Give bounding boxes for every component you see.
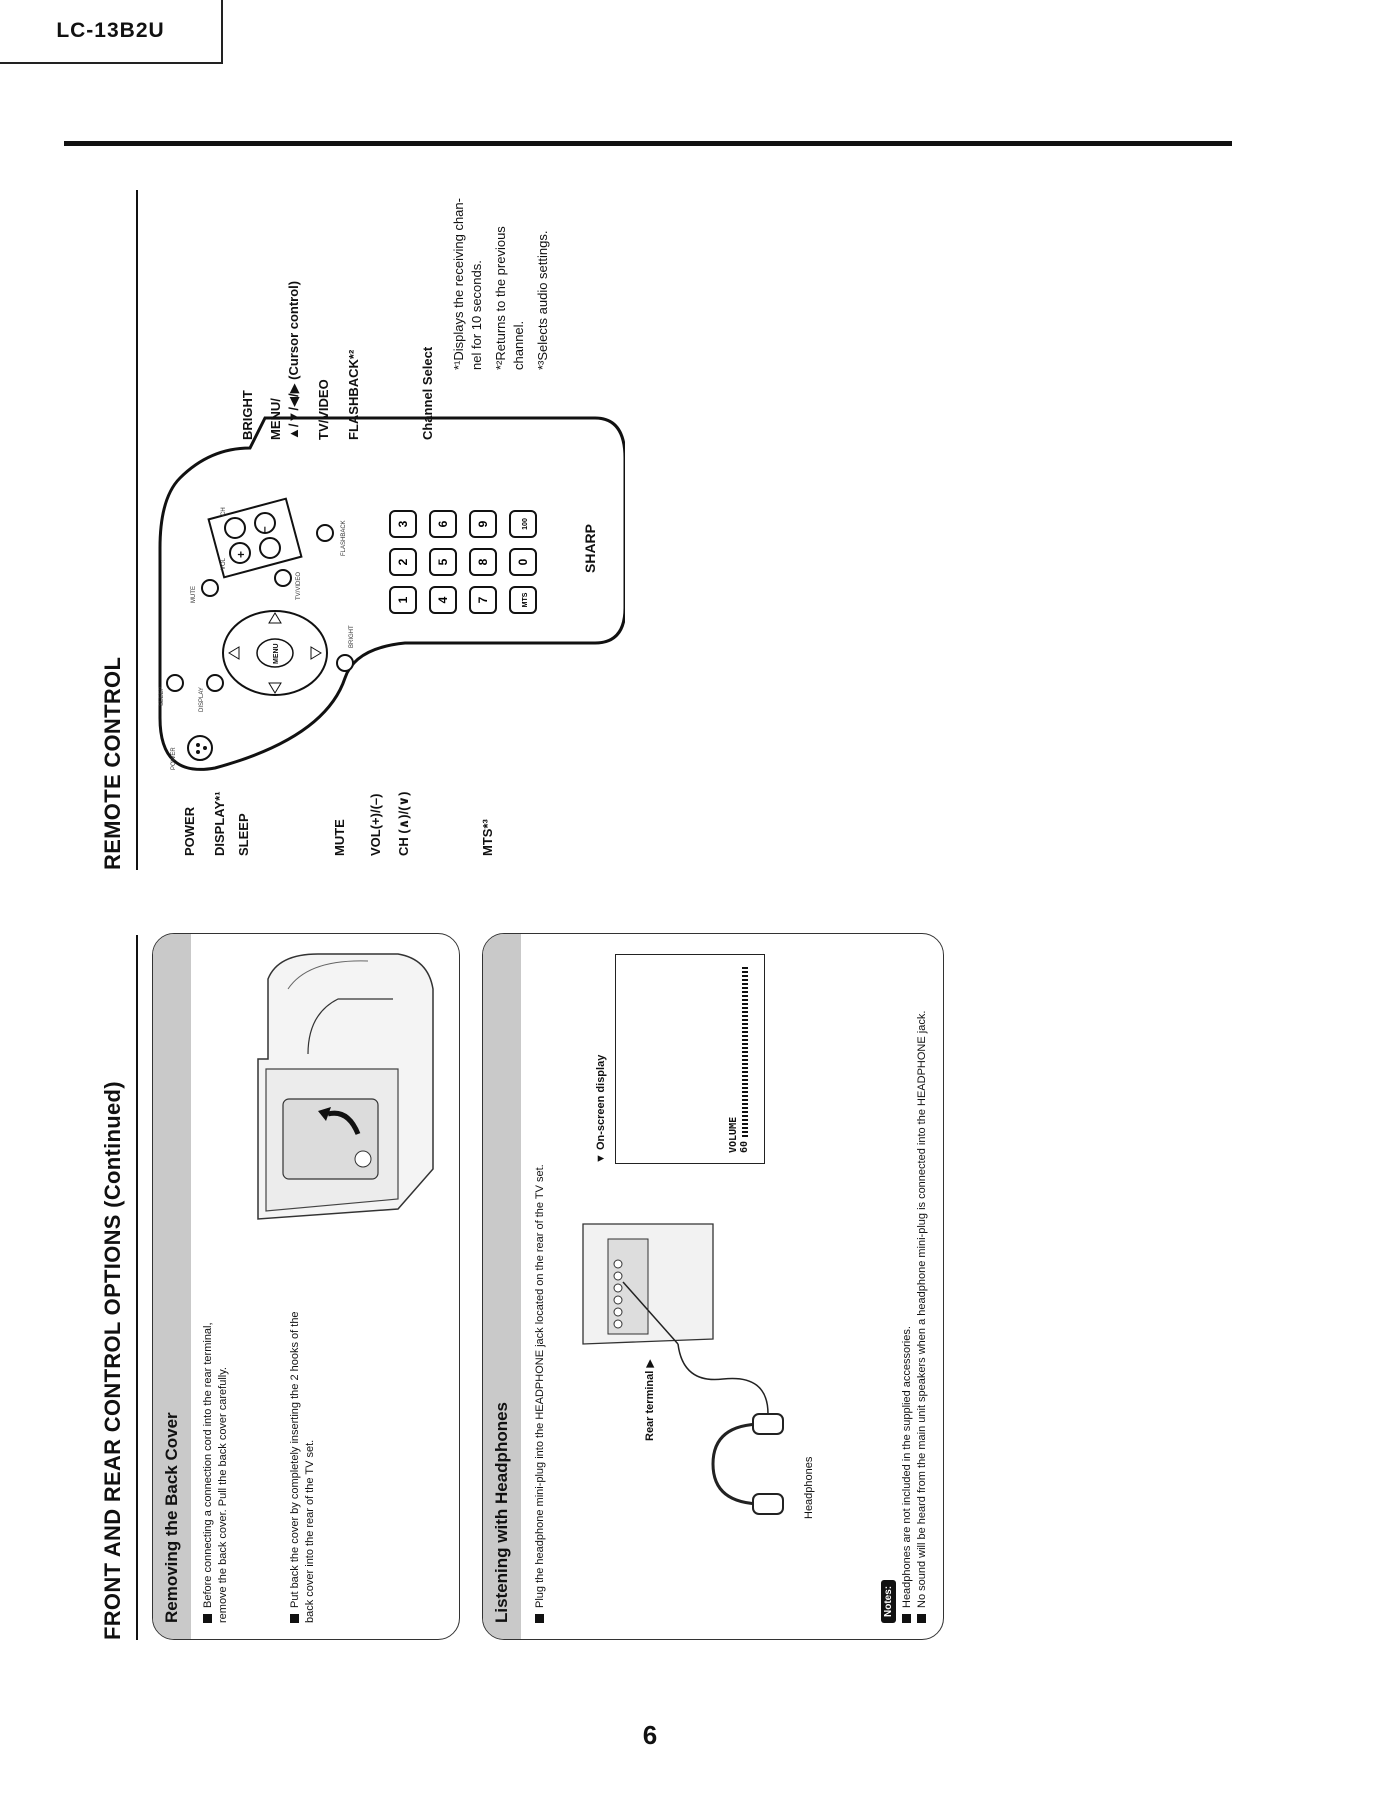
- keypad-label: 4: [436, 596, 450, 604]
- svg-text:CH: CH: [221, 507, 227, 516]
- bullet-square: [535, 1614, 544, 1623]
- headphones-caption: Headphones: [803, 1456, 815, 1519]
- label-ch: CH (∧)/(∨): [396, 791, 411, 856]
- section-title-remote: REMOTE CONTROL: [100, 656, 125, 870]
- svg-text:VOL: VOL: [221, 557, 227, 570]
- keypad-label: 100: [522, 518, 529, 530]
- top-divider: [64, 141, 1232, 146]
- remote-control-illustration: [155, 348, 625, 778]
- label-sleep: SLEEP: [236, 813, 251, 856]
- label-power: POWER: [182, 806, 197, 856]
- footnote-1: *¹Displays the receiving chan-nel for 10 seconds.: [451, 198, 485, 370]
- heading-rule: [136, 190, 138, 870]
- keypad-label: 9: [476, 520, 490, 528]
- headphones-connection-illustration: [563, 1214, 793, 1544]
- osd-screen: [615, 954, 765, 1164]
- front-rear-options-section: [100, 935, 960, 1640]
- keypad-label: 6: [436, 520, 450, 528]
- keypad-label: MTS: [522, 592, 529, 608]
- label-bright: BRIGHT: [240, 390, 255, 440]
- svg-text:POWER: POWER: [171, 747, 177, 770]
- heading-rule: [136, 935, 138, 1640]
- label-cursor: ▲/▼/◀/▶ (Cursor control): [286, 280, 301, 440]
- osd-caption: ▼ On-screen display: [595, 1054, 607, 1164]
- model-number: LC-13B2U: [56, 19, 165, 42]
- back-cover-panel: [152, 933, 460, 1640]
- keypad-label: 8: [476, 558, 490, 566]
- osd-volume-bar: [742, 967, 748, 1137]
- bullet-square: [290, 1614, 299, 1623]
- label-tvvideo: TV/VIDEO: [316, 379, 331, 440]
- footnote-2: *²Returns to the previous channel.: [493, 226, 527, 370]
- osd-volume-label: VOLUME: [728, 1116, 739, 1153]
- svg-text:FLASHBACK: FLASHBACK: [341, 520, 347, 556]
- svg-text:MUTE: MUTE: [191, 586, 197, 603]
- label-channel-select: Channel Select: [420, 346, 435, 440]
- keypad-label: 7: [476, 596, 490, 604]
- svg-text:MENU: MENU: [273, 643, 280, 664]
- label-flashback: FLASHBACK*²: [346, 349, 361, 440]
- power-button-shape: [188, 736, 212, 760]
- label-vol: VOL(+)/(–): [368, 793, 383, 856]
- keypad-label: 5: [436, 558, 450, 566]
- label-mts: MTS*³: [480, 819, 495, 856]
- note-1: Headphones are not included in the supplied accessories.: [901, 943, 915, 1623]
- model-number-box: [0, 0, 223, 64]
- osd-volume-readout: [729, 967, 750, 1153]
- rear-terminal-label: Rear terminal ▶: [644, 1359, 656, 1441]
- headphones-step-1: Plug the headphone mini-plug into the HEADPHONE jack located on the rear of the TV set.: [533, 943, 548, 1623]
- headphones-title: Listening with Headphones: [483, 934, 521, 1639]
- rotated-content: [100, 190, 960, 1640]
- svg-text:+: +: [234, 550, 248, 558]
- label-menu: MENU/: [268, 398, 283, 440]
- keypad-label: 1: [396, 596, 410, 604]
- headphones-panel: [482, 933, 944, 1640]
- remote-control-section: [100, 190, 960, 870]
- keypad-label: 3: [396, 520, 410, 528]
- svg-text:–: –: [257, 526, 271, 533]
- back-cover-illustration: [198, 939, 448, 1229]
- osd-volume-value: 60: [738, 1140, 750, 1153]
- page-number: 6: [642, 1720, 658, 1750]
- bullet-square: [203, 1614, 212, 1623]
- section-title-options: FRONT AND REAR CONTROL OPTIONS (Continued): [100, 1081, 125, 1640]
- svg-text:BRIGHT: BRIGHT: [349, 625, 355, 648]
- svg-text:TV/VIDEO: TV/VIDEO: [296, 571, 302, 600]
- keypad-label: 2: [396, 558, 410, 566]
- svg-text:SHARP: SHARP: [582, 523, 598, 573]
- footnote-3: *³Selects audio settings.: [535, 230, 550, 370]
- label-mute: MUTE: [332, 819, 347, 856]
- back-cover-title: Removing the Back Cover: [153, 934, 191, 1639]
- label-display: DISPLAY*¹: [212, 791, 227, 856]
- back-cover-step-1: Before connecting a connection cord into the rear terminal, remove the back cover. Pull the back cover carefully.: [202, 1322, 229, 1623]
- svg-text:SLEEP: SLEEP: [159, 686, 165, 706]
- back-cover-step-2: Put back the cover by completely inserting the 2 hooks of the back cover into the rear of the TV set.: [289, 1311, 316, 1623]
- note-2: No sound will be heard from the main unit speakers when a headphone mini-plug is connected into the HEADPHONE jack.: [916, 943, 930, 1623]
- keypad-label: 0: [516, 558, 530, 566]
- svg-text:DISPLAY: DISPLAY: [199, 687, 205, 712]
- notes-badge: Notes:: [881, 1580, 896, 1623]
